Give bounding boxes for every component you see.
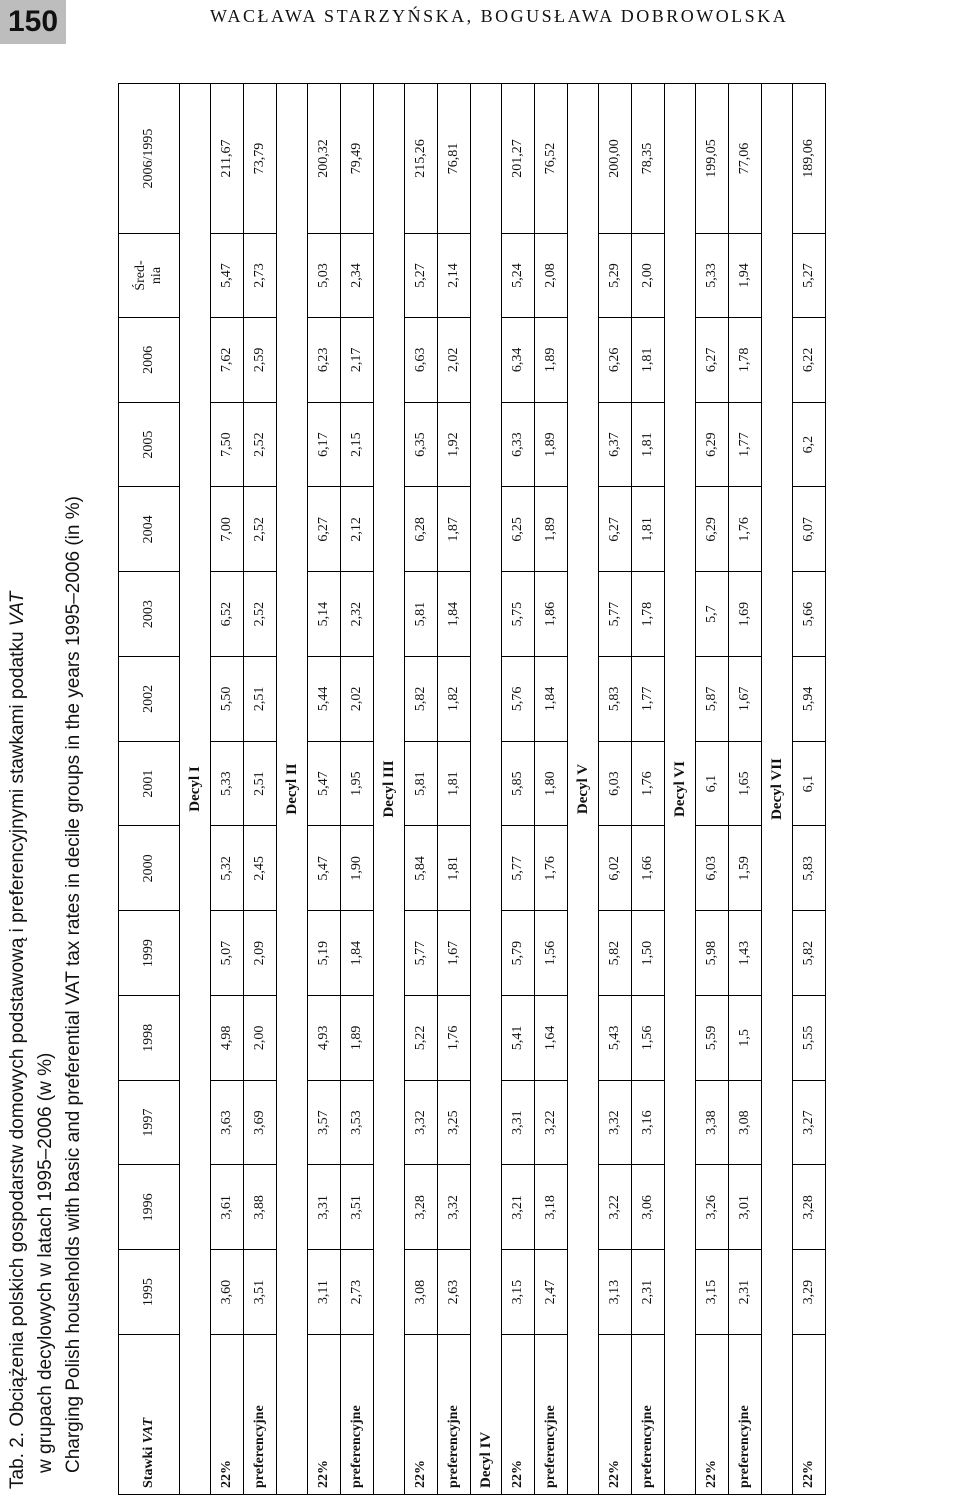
table-cell: 5,07	[211, 911, 244, 996]
header-mean-line1: Śred-	[133, 260, 148, 291]
table-cell: 7,62	[211, 318, 244, 403]
table-cell: 5,82	[793, 911, 826, 996]
header-year: 1999	[119, 911, 180, 996]
row-label: 22%	[696, 1335, 729, 1495]
decile-section-row	[374, 84, 405, 1495]
table-cell: 3,27	[793, 1080, 826, 1165]
table-cell: 1,84	[341, 911, 374, 996]
decile-section-row	[180, 84, 211, 1495]
table-cell: 6,07	[793, 487, 826, 572]
table-cell: 5,76	[502, 657, 535, 742]
table-cell: 3,15	[502, 1250, 535, 1335]
row-label: 22%	[502, 1335, 535, 1495]
table-cell: 3,32	[438, 1165, 471, 1250]
table-cell: 2,32	[341, 572, 374, 657]
table-cell: 3,28	[405, 1165, 438, 1250]
table-row	[438, 84, 471, 1495]
table-cell: 5,32	[211, 826, 244, 911]
table-cell: 6,26	[599, 318, 632, 403]
table-cell: 2,52	[244, 402, 277, 487]
table-cell: 5,77	[502, 826, 535, 911]
table-cell: 3,32	[599, 1080, 632, 1165]
header-year: 2004	[119, 487, 180, 572]
row-label: 22%	[793, 1335, 826, 1495]
table-cell: 7,50	[211, 402, 244, 487]
header-year: 2006	[119, 318, 180, 403]
table-cell: 1,78	[729, 318, 762, 403]
table-cell: 6,35	[405, 402, 438, 487]
header-year: 2003	[119, 572, 180, 657]
table-cell: 73,79	[244, 84, 277, 234]
table-cell: 5,14	[308, 572, 341, 657]
table-cell: 200,00	[599, 84, 632, 234]
table-cell: 1,81	[438, 741, 471, 826]
table-cell: 5,27	[405, 234, 438, 318]
table-row	[502, 84, 535, 1495]
table-cell: 3,31	[308, 1165, 341, 1250]
table-cell: 2,59	[244, 318, 277, 403]
decile-section-row	[762, 84, 793, 1495]
table-cell: 1,89	[535, 487, 568, 572]
table-cell: 3,88	[244, 1165, 277, 1250]
table-cell: 2,51	[244, 741, 277, 826]
table-cell: 3,51	[341, 1165, 374, 1250]
table-cell: 5,29	[599, 234, 632, 318]
table-cell: 3,01	[729, 1165, 762, 1250]
header-mean-line2: nia	[149, 266, 164, 285]
table-cell: 1,76	[729, 487, 762, 572]
table-cell: 5,43	[599, 996, 632, 1081]
table-row	[793, 84, 826, 1495]
table-row	[729, 84, 762, 1495]
table-cell: 3,22	[535, 1080, 568, 1165]
table-cell: 201,27	[502, 84, 535, 234]
table-cell: 2,15	[341, 402, 374, 487]
table-cell: 7,00	[211, 487, 244, 572]
table-cell: 3,38	[696, 1080, 729, 1165]
table-cell: 3,53	[341, 1080, 374, 1165]
row-label: 22%	[211, 1335, 244, 1495]
table-cell: 6,25	[502, 487, 535, 572]
table-cell: 3,69	[244, 1080, 277, 1165]
table-cell: 1,65	[729, 741, 762, 826]
table-cell: 5,03	[308, 234, 341, 318]
table-cell: 5,85	[502, 741, 535, 826]
caption-line1-italic: VAT	[7, 591, 28, 627]
table-cell: 6,37	[599, 402, 632, 487]
table-cell: 2,63	[438, 1250, 471, 1335]
header-year: 1998	[119, 996, 180, 1081]
table-cell: 3,26	[696, 1165, 729, 1250]
table-cell: 5,81	[405, 741, 438, 826]
table-cell: 6,27	[308, 487, 341, 572]
table-cell: 1,76	[535, 826, 568, 911]
table-cell: 1,76	[632, 741, 665, 826]
table-cell: 1,77	[632, 657, 665, 742]
table-cell: 2,47	[535, 1250, 568, 1335]
table-cell: 5,83	[599, 657, 632, 742]
table-cell: 1,95	[341, 741, 374, 826]
table-cell: 1,64	[535, 996, 568, 1081]
table-cell: 6,27	[696, 318, 729, 403]
table-cell: 5,81	[405, 572, 438, 657]
table-cell: 1,78	[632, 572, 665, 657]
table-cell: 5,94	[793, 657, 826, 742]
table-cell: 1,90	[341, 826, 374, 911]
table-cell: 1,59	[729, 826, 762, 911]
header-year: 1996	[119, 1165, 180, 1250]
table-cell: 5,47	[211, 234, 244, 318]
header-year: 2002	[119, 657, 180, 742]
page-number: 150	[0, 0, 66, 44]
table-cell: 6,22	[793, 318, 826, 403]
table-cell: 6,29	[696, 402, 729, 487]
table-cell: 2,31	[729, 1250, 762, 1335]
table-cell: 6,1	[793, 741, 826, 826]
table-cell: 1,69	[729, 572, 762, 657]
table-row	[535, 84, 568, 1495]
table-cell: 76,52	[535, 84, 568, 234]
table-cell: 1,81	[632, 487, 665, 572]
table-cell: 1,5	[729, 996, 762, 1081]
row-label: preferencyjne	[244, 1335, 277, 1495]
table-cell: 4,98	[211, 996, 244, 1081]
table-cell: 6,17	[308, 402, 341, 487]
table-cell: 2,73	[341, 1250, 374, 1335]
table-cell: 211,67	[211, 84, 244, 234]
table-caption	[4, 496, 88, 1489]
table-cell: 6,2	[793, 402, 826, 487]
table-cell: 1,84	[535, 657, 568, 742]
table-cell: 1,80	[535, 741, 568, 826]
table-cell: 3,15	[696, 1250, 729, 1335]
table-cell: 5,33	[696, 234, 729, 318]
caption-line1-text: Tab. 2. Obciążenia polskich gospodarstw domowych podstawową i preferencyjnymi stawkami podatku	[7, 626, 28, 1489]
row-label: 22%	[308, 1335, 341, 1495]
table-cell: 5,47	[308, 826, 341, 911]
table-header-row	[119, 84, 180, 1495]
table-cell: 1,82	[438, 657, 471, 742]
table-cell: 1,89	[341, 996, 374, 1081]
table-cell: 5,82	[405, 657, 438, 742]
header-year: 2000	[119, 826, 180, 911]
row-label: 22%	[599, 1335, 632, 1495]
table-cell: 5,41	[502, 996, 535, 1081]
table-cell: 6,63	[405, 318, 438, 403]
header-year: 2005	[119, 402, 180, 487]
table-cell: 5,82	[599, 911, 632, 996]
vat-table	[118, 83, 826, 1495]
table-cell: 2,12	[341, 487, 374, 572]
table-cell: 2,14	[438, 234, 471, 318]
table-cell: 5,79	[502, 911, 535, 996]
table-cell: 5,7	[696, 572, 729, 657]
table-cell: 3,61	[211, 1165, 244, 1250]
table-cell: 3,13	[599, 1250, 632, 1335]
decile-section-title: Decyl II	[277, 84, 308, 1495]
table-cell: 2,52	[244, 487, 277, 572]
table-cell: 77,06	[729, 84, 762, 234]
table-cell: 5,55	[793, 996, 826, 1081]
row-label: preferencyjne	[632, 1335, 665, 1495]
table-cell: 189,06	[793, 84, 826, 234]
table-cell: 1,92	[438, 402, 471, 487]
table-cell: 6,1	[696, 741, 729, 826]
row-label: 22%	[405, 1335, 438, 1495]
table-cell: 2,08	[535, 234, 568, 318]
table-row	[696, 84, 729, 1495]
decile-section-row	[471, 84, 502, 1495]
table-cell: 2,45	[244, 826, 277, 911]
table-cell: 5,59	[696, 996, 729, 1081]
table-cell: 4,93	[308, 996, 341, 1081]
table-cell: 6,29	[696, 487, 729, 572]
table-cell: 2,17	[341, 318, 374, 403]
header-mean	[119, 234, 180, 318]
table-cell: 2,00	[244, 996, 277, 1081]
table-cell: 2,34	[341, 234, 374, 318]
table-cell: 5,47	[308, 741, 341, 826]
table-cell: 6,28	[405, 487, 438, 572]
table-cell: 5,87	[696, 657, 729, 742]
table-cell: 3,32	[405, 1080, 438, 1165]
header-year: 1997	[119, 1080, 180, 1165]
table-row	[244, 84, 277, 1495]
table-cell: 3,29	[793, 1250, 826, 1335]
running-head: WACŁAWA STARZYŃSKA, BOGUSŁAWA DOBROWOLSKA	[210, 6, 789, 26]
decile-section-row	[665, 84, 696, 1495]
table-cell: 2,02	[438, 318, 471, 403]
table-cell: 1,87	[438, 487, 471, 572]
caption-line-english: Charging Polish households with basic and preferential VAT tax rates in decile groups in the years 1995–2006 (in %)	[63, 496, 84, 1473]
decile-section-row	[568, 84, 599, 1495]
table-cell: 5,50	[211, 657, 244, 742]
table-cell: 3,51	[244, 1250, 277, 1335]
table-cell: 3,08	[729, 1080, 762, 1165]
table-cell: 1,94	[729, 234, 762, 318]
table-cell: 6,03	[599, 741, 632, 826]
table-cell: 3,25	[438, 1080, 471, 1165]
table-cell: 199,05	[696, 84, 729, 234]
caption-line-polish-2: w grupach decylowych w latach 1995–2006 (w %)	[35, 1052, 56, 1473]
table-cell: 1,77	[729, 402, 762, 487]
table-row	[599, 84, 632, 1495]
header-label-vat-rates	[119, 1335, 180, 1495]
table-row	[632, 84, 665, 1495]
table-cell: 1,56	[535, 911, 568, 996]
decile-section-title: Decyl III	[374, 84, 405, 1495]
caption-line-polish-1	[4, 496, 32, 1489]
table-cell: 1,89	[535, 402, 568, 487]
table-cell: 2,00	[632, 234, 665, 318]
table-cell: 5,84	[405, 826, 438, 911]
table-cell: 200,32	[308, 84, 341, 234]
table-cell: 215,26	[405, 84, 438, 234]
decile-section-title: Decyl VI	[665, 84, 696, 1495]
table-cell: 78,35	[632, 84, 665, 234]
table-cell: 3,08	[405, 1250, 438, 1335]
row-label: preferencyjne	[729, 1335, 762, 1495]
table-cell: 6,52	[211, 572, 244, 657]
table-row	[308, 84, 341, 1495]
table-cell: 3,16	[632, 1080, 665, 1165]
decile-section-title: Decyl V	[568, 84, 599, 1495]
table-row	[405, 84, 438, 1495]
table-cell: 1,50	[632, 911, 665, 996]
table-cell: 3,63	[211, 1080, 244, 1165]
table-cell: 3,18	[535, 1165, 568, 1250]
table-cell: 2,09	[244, 911, 277, 996]
row-label: preferencyjne	[535, 1335, 568, 1495]
table-cell: 3,22	[599, 1165, 632, 1250]
table-cell: 2,52	[244, 572, 277, 657]
decile-section-title: Decyl IV	[471, 84, 502, 1495]
table-cell: 1,84	[438, 572, 471, 657]
table-cell: 6,02	[599, 826, 632, 911]
table-cell: 3,28	[793, 1165, 826, 1250]
table-cell: 5,24	[502, 234, 535, 318]
row-label: preferencyjne	[438, 1335, 471, 1495]
table-cell: 6,23	[308, 318, 341, 403]
table-cell: 3,60	[211, 1250, 244, 1335]
table-cell: 3,06	[632, 1165, 665, 1250]
table-cell: 5,83	[793, 826, 826, 911]
table-cell: 1,76	[438, 996, 471, 1081]
table-cell: 6,33	[502, 402, 535, 487]
table-cell: 79,49	[341, 84, 374, 234]
table-cell: 1,86	[535, 572, 568, 657]
table-cell: 3,11	[308, 1250, 341, 1335]
table-cell: 2,73	[244, 234, 277, 318]
table-row	[341, 84, 374, 1495]
table-cell: 5,77	[405, 911, 438, 996]
table-body	[180, 84, 826, 1495]
table-cell: 1,81	[438, 826, 471, 911]
table-cell: 3,21	[502, 1165, 535, 1250]
table-cell: 1,67	[438, 911, 471, 996]
table-cell: 1,67	[729, 657, 762, 742]
table-cell: 5,66	[793, 572, 826, 657]
table-cell: 1,56	[632, 996, 665, 1081]
table-cell: 1,81	[632, 318, 665, 403]
table-cell: 5,75	[502, 572, 535, 657]
header-year: 1995	[119, 1250, 180, 1335]
table-cell: 5,77	[599, 572, 632, 657]
table-cell: 2,02	[341, 657, 374, 742]
table-cell: 5,22	[405, 996, 438, 1081]
table-cell: 6,34	[502, 318, 535, 403]
decile-section-title: Decyl VII	[762, 84, 793, 1495]
table-cell: 5,44	[308, 657, 341, 742]
table-cell: 5,33	[211, 741, 244, 826]
table-cell: 1,81	[632, 402, 665, 487]
table-cell: 2,51	[244, 657, 277, 742]
table-cell: 6,03	[696, 826, 729, 911]
header-label-text: Stawki	[141, 1443, 156, 1488]
table-cell: 6,27	[599, 487, 632, 572]
decile-section-title: Decyl I	[180, 84, 211, 1495]
header-ratio: 2006/1995	[119, 84, 180, 234]
header-year: 2001	[119, 741, 180, 826]
header-label-italic: VAT	[141, 1417, 156, 1444]
table-cell: 5,98	[696, 911, 729, 996]
table-cell: 5,19	[308, 911, 341, 996]
row-label: preferencyjne	[341, 1335, 374, 1495]
table-cell: 5,27	[793, 234, 826, 318]
table-cell: 3,31	[502, 1080, 535, 1165]
table-cell: 1,66	[632, 826, 665, 911]
table-cell: 76,81	[438, 84, 471, 234]
table-row	[211, 84, 244, 1495]
table-cell: 3,57	[308, 1080, 341, 1165]
decile-section-row	[277, 84, 308, 1495]
table-cell: 1,43	[729, 911, 762, 996]
table-cell: 1,89	[535, 318, 568, 403]
table-cell: 2,31	[632, 1250, 665, 1335]
